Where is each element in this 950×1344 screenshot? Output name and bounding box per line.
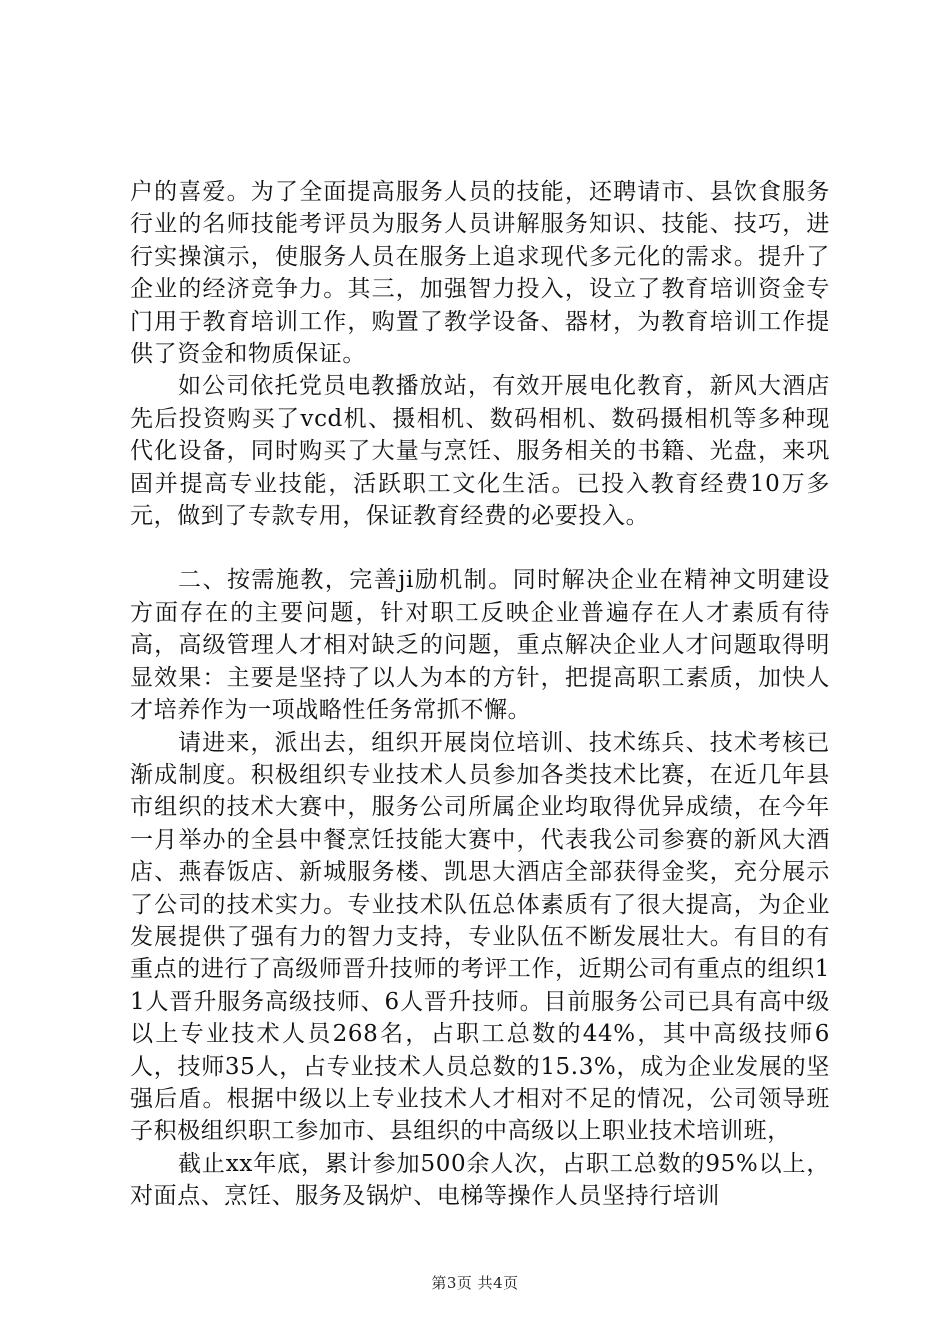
- paragraph-section-two: 二、按需施教，完善ji励机制。同时解决企业在精神文明建设方面存在的主要问题，针对职工反映企业普遍存在人才素质有待高，高级管理人才相对缺乏的问题，重点解决企业人才问题取得明显效果：主要是坚持了以人为本的方针，把提高职工素质，加快人才培养作为一项战略性任务常抓不懈。: [130, 567, 830, 724]
- paragraph-electronic-education: 如公司依托党员电教播放站，有效开展电化教育，新风大酒店先后投资购买了vcd机、摄相机、数码相机、数码摄相机等多种现代化设备，同时购买了大量与烹饪、服务相关的书籍、光盘，来巩固并提高专业技能，活跃职工文化生活。已投入教育经费10万多元，做到了专款专用，保证教育经费的必要投入。: [130, 373, 830, 530]
- page-footer: 第3页 共4页: [431, 1274, 519, 1292]
- paragraph-year-end-stats: 截止xx年底，累计参加500余人次，占职工总数的95%以上，对面点、烹饪、服务及锅炉、电梯等操作人员坚持行培训: [130, 1150, 830, 1210]
- paragraph-continuation: 户的喜爱。为了全面提高服务人员的技能，还聘请市、县饮食服务行业的名师技能考评员为服务人员讲解服务知识、技能、技巧，进行实操演示，使服务人员在服务上追求现代多元化的需求。提升了企业的经济竞争力。其三，加强智力投入，设立了教育培训资金专门用于教育培训工作，购置了教学设备、器材，为教育培训工作提供了资金和物质保证。: [130, 179, 830, 368]
- document-body: [130, 176, 830, 1213]
- paragraph-training-competitions: 请进来，派出去，组织开展岗位培训、技术练兵、技术考核已渐成制度。积极组织专业技术人员参加各类技术比赛，在近几年县市组织的技术大赛中，服务公司所属企业均取得优异成绩，在今年一月举办的全县中餐烹饪技能大赛中，代表我公司参赛的新风大酒店、燕春饭店、新城服务楼、凯思大酒店全部获得金奖，充分展示了公司的技术实力。专业技术队伍总体素质有了很大提高，为企业发展提供了强有力的智力支持，专业队伍不断发展壮大。有目的有重点的进行了高级师晋升技师的考评工作，近期公司有重点的组织11人晋升服务高级技师、6人晋升技师。目前服务公司已具有高中级以上专业技术人员268名，占职工总数的44%，其中高级技师6人，技师35人，占专业技术人员总数的15.3%，成为企业发展的坚强后盾。根据中级以上专业技术人才相对不足的情况，公司领导班子积极组织职工参加市、县组织的中高级以上职业技术培训班，: [130, 729, 830, 1145]
